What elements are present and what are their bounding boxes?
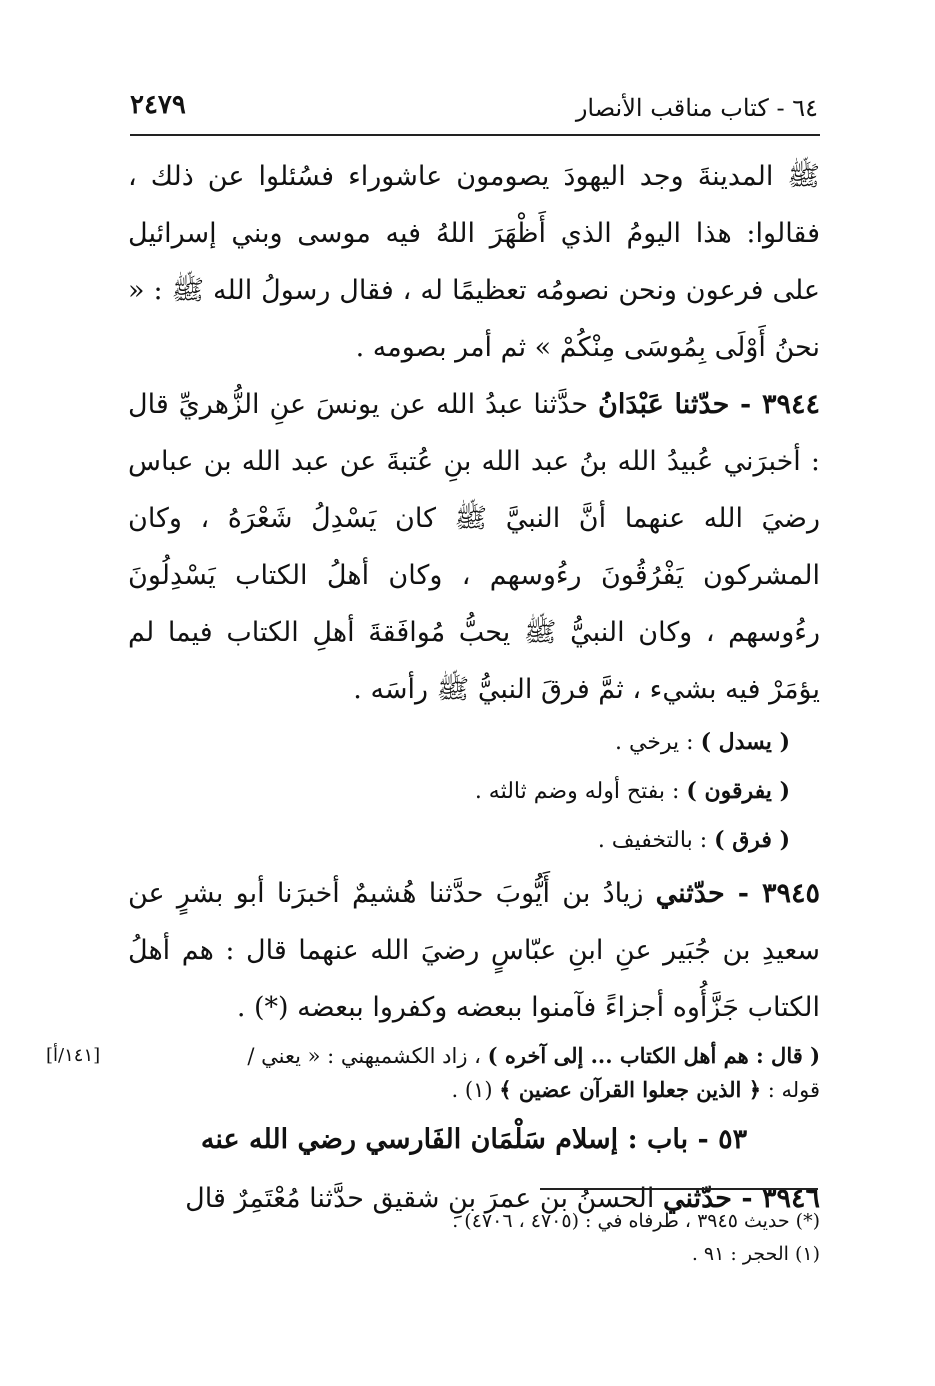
hadith-text: حدَّثنا عبدُ الله عن يونسَ عنِ الزُّهريِّ قال : أخبرَني عُبيدُ الله بنُ عبد الله بنِ عُتبةَ عن عبد الله بن عباس رضيَ الله عنهما أنَّ النبيَّ ﷺ كان يَسْدِلُ شَعْرَهُ ، وكان المشركون يَفْرُقُونَ رءُوسهم ، وكان أهلُ الكتاب يَسْدِلُونَ رءُوسهم ، وكان النبيُّ ﷺ يحبُّ مُوافَقةَ أهلِ الكتاب فيما لم يؤمَرْ فيه بشيء ، ثمَّ فرقَ النبيُّ ﷺ رأسَه . — [128, 389, 820, 705]
gloss-term: ( فرق ) — [714, 827, 790, 853]
footnotes — [130, 1205, 820, 1271]
quran-quote: ﴿ الذين جعلوا القرآن عضين ﴾ — [499, 1077, 762, 1102]
gloss-note — [128, 816, 820, 865]
gloss-note — [128, 767, 820, 816]
chapter-title: ٦٤ - كتاب مناقب الأنصار — [575, 94, 818, 122]
manuscript-reference: [١٤١/أ] — [46, 1045, 101, 1066]
footnote: (١) الحجر : ٩١ . — [691, 1243, 820, 1265]
gloss-definition: : بفتح أوله وضم ثالثه . — [474, 779, 680, 804]
commentary-line — [128, 1074, 820, 1106]
hadith-number: ٣٩٤٦ - حدّثني — [662, 1183, 820, 1214]
footnote: (*) حديث ٣٩٤٥ ، طرفاه في : (٤٧٠٥ ، ٤٧٠٦) . — [452, 1210, 820, 1232]
footnote-rule — [540, 1188, 818, 1190]
commentary-line — [46, 1040, 820, 1072]
gloss-definition: : يرخي . — [614, 730, 694, 755]
gloss-term: ( يفرقون ) — [686, 778, 790, 804]
paragraph-continuation: ﷺ المدينةَ وجد اليهودَ يصومون عاشوراء فسُئلوا عن ذلك ، فقالوا: هذا اليومُ الذي أَظْهَرَ اللهُ فيه موسى وبني إسرائيل على فرعون ونحن نصومُه تعظيمًا له ، فقال رسولُ الله ﷺ : « نحنُ أَوْلَى بِمُوسَى مِنْكُمْ » ثم أمر بصومه . — [128, 161, 820, 363]
hadith-3945 — [128, 865, 820, 1036]
gloss-definition: : بالتخفيف . — [597, 828, 708, 853]
footnote-marker: (١) . — [451, 1078, 493, 1102]
chapter-heading: ٥٣ - باب : إسلام سَلْمَان الفَارسي رضي الله عنه — [200, 1124, 748, 1155]
page-body — [46, 148, 820, 1227]
commentary-lead: قوله : — [767, 1078, 820, 1102]
header-rule — [130, 134, 820, 136]
page-header — [130, 88, 818, 128]
gloss-term: ( يسدل ) — [700, 729, 790, 755]
hadith-number: ٣٩٤٥ - حدّثني — [655, 878, 820, 909]
commentary-term: ( قال : هم أهل الكتاب ... إلى آخره ) — [487, 1043, 820, 1068]
page-number: ٢٤٧٩ — [130, 90, 186, 120]
hadith-number: ٣٩٤٤ - حدّثنا عَبْدَانُ — [598, 389, 820, 420]
hadith-3944 — [128, 376, 820, 718]
gloss-note — [128, 718, 820, 767]
hadith-text: الحسنُ بن عمرَ بنِ شقيق حدَّثنا مُعْتَمِرٌ قال — [185, 1183, 655, 1214]
hadith-text: زيادُ بن أَيُّوبَ حدَّثنا هُشيمٌ أخبرَنا أبو بشرٍ عن سعيدِ بن جُبَير عنِ ابنِ عبّاسٍ رضيَ الله عنهما قال : هم أهلُ الكتاب جَزَّأُوه أجزاءً فآمنوا ببعضه وكفروا ببعضه (*) . — [128, 878, 820, 1023]
commentary-text: ، زاد الكشميهني : « يعني / — [247, 1044, 481, 1068]
